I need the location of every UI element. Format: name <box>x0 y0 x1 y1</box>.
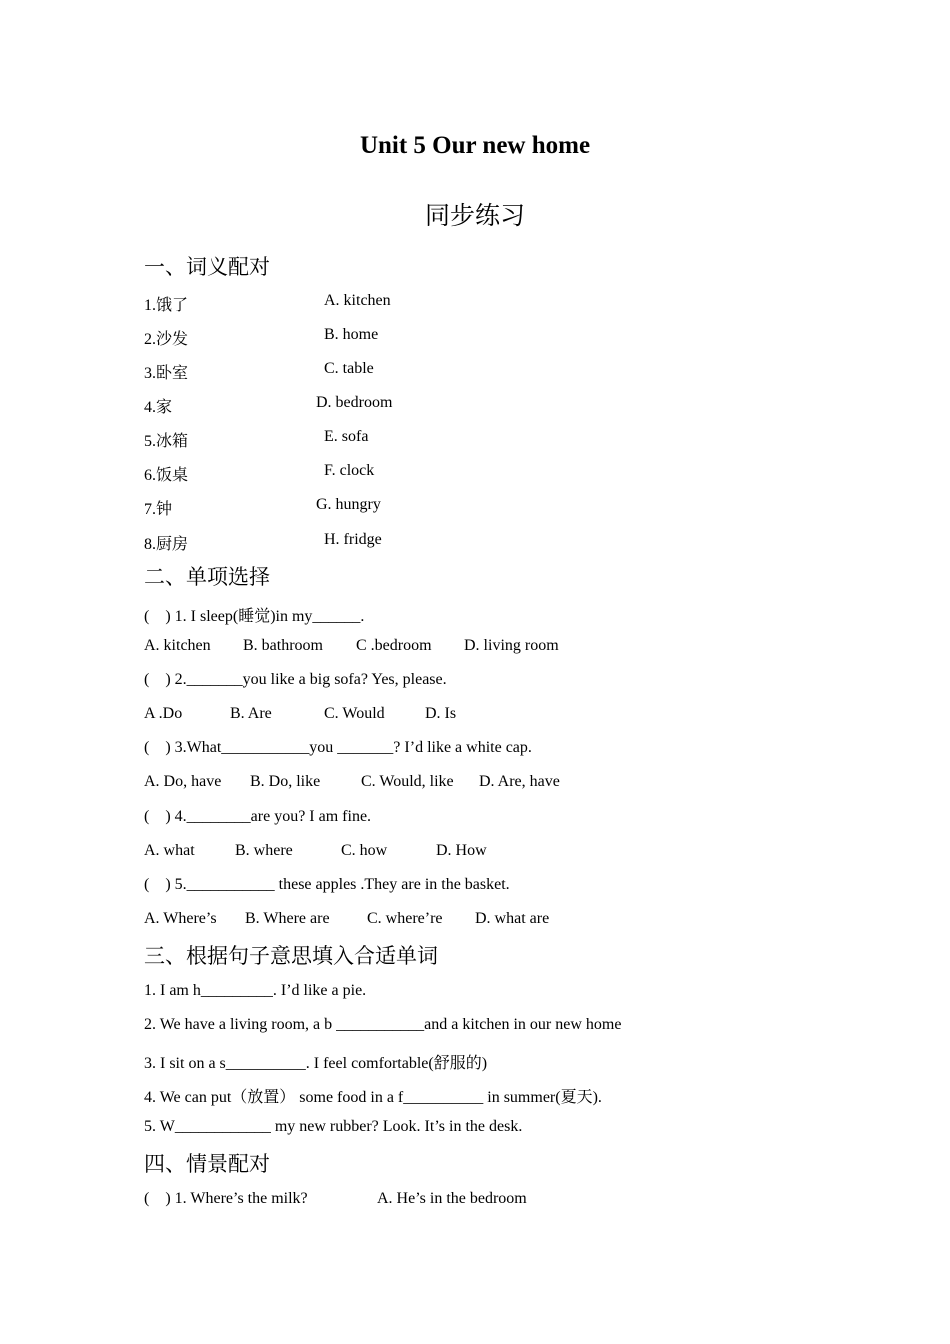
matching-left: 3.卧室 <box>144 365 189 382</box>
matching-right: B. home <box>324 326 379 343</box>
section-heading-2: 二、单项选择 <box>144 565 270 589</box>
matching-left: 2.沙发 <box>144 331 189 348</box>
choice-question: ( ) 1. I sleep(睡觉)in my______. <box>144 608 365 625</box>
choice-option: D. How <box>436 842 487 859</box>
choice-question: ( ) 4.________are you? I am fine. <box>144 808 372 825</box>
section-heading-3: 三、根据句子意思填入合适单词 <box>144 944 438 968</box>
page-subtitle: 同步练习 <box>424 203 525 230</box>
choice-option: D. living room <box>464 637 559 654</box>
matching-left: 6.饭桌 <box>144 467 189 484</box>
choice-question: ( ) 5.___________ these apples .They are in the basket. <box>144 876 510 893</box>
section-heading-4: 四、情景配对 <box>144 1152 270 1176</box>
matching-left: 7.钟 <box>144 501 173 518</box>
choice-question: ( ) 2._______you like a big sofa? Yes, please. <box>144 671 447 688</box>
choice-option: C. Would <box>324 705 385 722</box>
choice-option: D. what are <box>475 910 550 927</box>
scene-question: ( ) 1. Where’s the milk? <box>144 1190 308 1207</box>
choice-option: C. where’re <box>367 910 443 927</box>
choice-option: B. where <box>235 842 293 859</box>
choice-option: C. how <box>341 842 388 859</box>
choice-option: A .Do <box>144 705 183 722</box>
matching-right: C. table <box>324 360 374 377</box>
fill-sentence: 2. We have a living room, a b ___________and a kitchen in our new home <box>144 1016 622 1033</box>
matching-left: 1.饿了 <box>144 297 189 314</box>
matching-right: E. sofa <box>324 428 369 445</box>
matching-right: D. bedroom <box>316 394 393 411</box>
choice-option: A. Where’s <box>144 910 217 927</box>
fill-sentence: 1. I am h_________. I’d like a pie. <box>144 982 367 999</box>
choice-option: C .bedroom <box>356 637 432 654</box>
matching-right: H. fridge <box>324 531 382 548</box>
matching-left: 8.厨房 <box>144 536 189 553</box>
matching-left: 5.冰箱 <box>144 433 189 450</box>
choice-question: ( ) 3.What___________you _______? I’d like a white cap. <box>144 739 532 756</box>
choice-option: A. kitchen <box>144 637 211 654</box>
scene-answer: A. He’s in the bedroom <box>377 1190 527 1207</box>
choice-option: D. Is <box>425 705 457 722</box>
fill-sentence: 4. We can put（放置） some food in a f__________ in summer(夏天). <box>144 1089 602 1106</box>
choice-option: B. Do, like <box>250 773 321 790</box>
choice-option: B. Are <box>230 705 272 722</box>
fill-sentence: 5. W____________ my new rubber? Look. It’s in the desk. <box>144 1118 523 1135</box>
matching-right: F. clock <box>324 462 375 479</box>
page-title: Unit 5 Our new home <box>359 132 591 159</box>
matching-right: A. kitchen <box>324 292 391 309</box>
matching-right: G. hungry <box>316 496 381 513</box>
choice-option: A. what <box>144 842 195 859</box>
choice-option: B. Where are <box>245 910 330 927</box>
choice-option: B. bathroom <box>243 637 323 654</box>
matching-left: 4.家 <box>144 399 173 416</box>
section-heading-1: 一、词义配对 <box>144 255 270 279</box>
choice-option: A. Do, have <box>144 773 222 790</box>
fill-sentence: 3. I sit on a s__________. I feel comfortable(舒服的) <box>144 1055 488 1072</box>
choice-option: D. Are, have <box>479 773 560 790</box>
choice-option: C. Would, like <box>361 773 454 790</box>
